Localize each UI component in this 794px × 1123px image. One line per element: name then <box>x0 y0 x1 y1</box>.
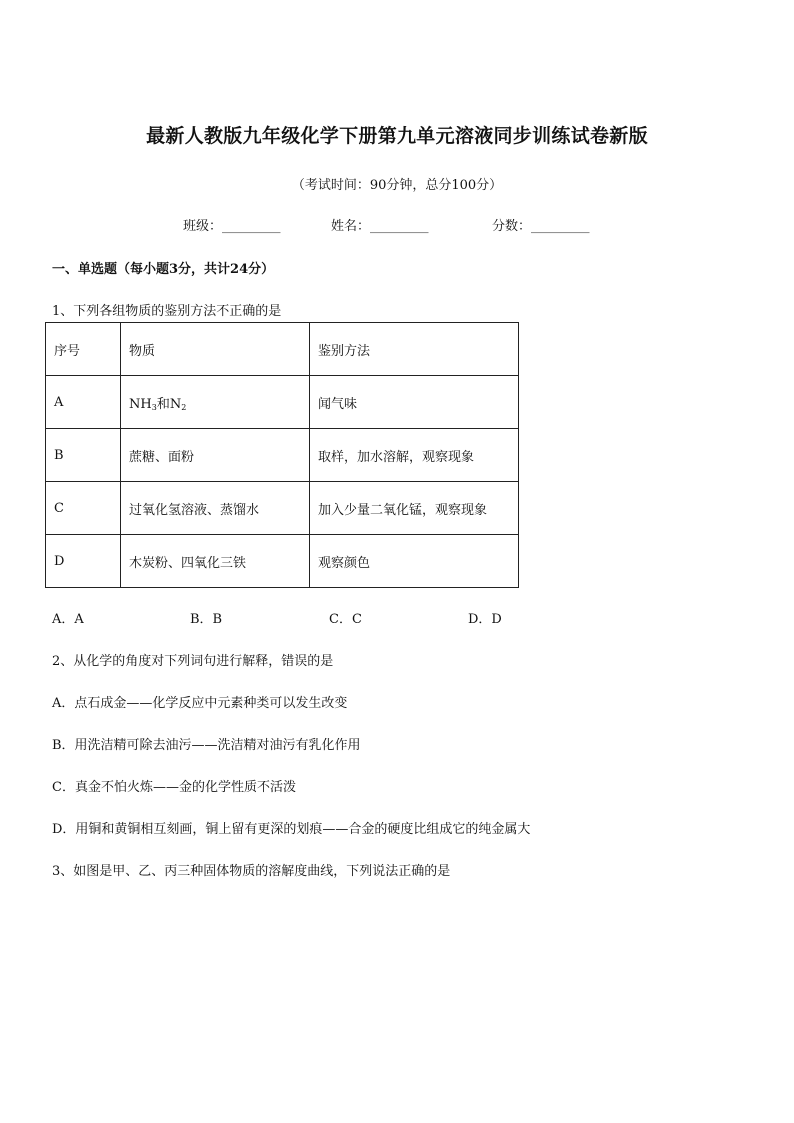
section-heading: 一、单选题（每小题3分，共计24分） <box>52 262 275 277</box>
name-field: 姓名：_________ <box>331 219 429 234</box>
question-1-stem: 1、下列各组物质的鉴别方法不正确的是 <box>52 304 282 319</box>
table-cell-id: C <box>46 482 121 535</box>
table-cell-method: 加入少量二氧化锰，观察现象 <box>310 482 519 535</box>
table-cell-id: A <box>46 376 121 429</box>
table-cell-substance: $NH_3$和$N_2$ <box>121 376 310 429</box>
question-1-option-d: D．D <box>468 612 502 627</box>
table-header-cell: 鉴别方法 <box>310 323 519 376</box>
table-cell-method: 取样，加水溶解，观察现象 <box>310 429 519 482</box>
question-2-option-a: A．点石成金——化学反应中元素种类可以发生改变 <box>52 696 348 711</box>
question-1-table <box>45 322 519 588</box>
table-row <box>46 429 519 482</box>
table-cell-substance: 蔗糖、面粉 <box>121 429 310 482</box>
table-row <box>46 376 519 429</box>
table-cell-id: D <box>46 535 121 588</box>
table-header-cell: 序号 <box>46 323 121 376</box>
table-header-cell: 物质 <box>121 323 310 376</box>
table-header-row <box>46 323 519 376</box>
question-3-stem: 3、如图是甲、乙、丙三种固体物质的溶解度曲线，下列说法正确的是 <box>52 864 451 879</box>
table-cell-method: 观察颜色 <box>310 535 519 588</box>
question-2-stem: 2、从化学的角度对下列词句进行解释，错误的是 <box>52 654 334 669</box>
table-cell-substance: 过氧化氢溶液、蒸馏水 <box>121 482 310 535</box>
table-cell-method: 闻气味 <box>310 376 519 429</box>
table-cell-substance: 木炭粉、四氧化三铁 <box>121 535 310 588</box>
question-2-option-c: C．真金不怕火炼——金的化学性质不活泼 <box>52 780 296 795</box>
question-2-option-d: D．用铜和黄铜相互刻画，铜上留有更深的划痕——合金的硬度比组成它的纯金属大 <box>52 822 531 837</box>
question-1-option-b: B．B <box>190 612 223 627</box>
table-cell-id: B <box>46 429 121 482</box>
score-field: 分数：_________ <box>492 219 590 234</box>
page-title: 最新人教版九年级化学下册第九单元溶液同步训练试卷新版 <box>146 125 648 147</box>
exam-subtitle: （考试时间：90分钟，总分100分） <box>291 178 503 193</box>
table-row <box>46 482 519 535</box>
question-1-option-a: A．A <box>52 612 84 627</box>
table-row <box>46 535 519 588</box>
question-2-option-b: B．用洗洁精可除去油污——洗洁精对油污有乳化作用 <box>52 738 361 753</box>
question-1-option-c: C．C <box>329 612 362 627</box>
class-field: 班级：_________ <box>183 219 281 234</box>
